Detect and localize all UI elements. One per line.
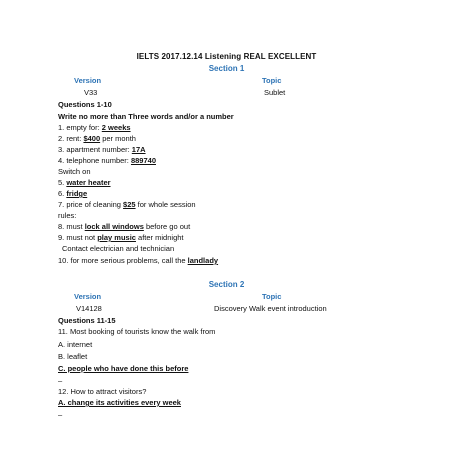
switch-on-label: Switch on bbox=[58, 167, 91, 176]
question-6: 6. fridge bbox=[58, 189, 88, 198]
section-2-version-label: Version bbox=[74, 292, 102, 301]
answer-8: lock all windows bbox=[84, 222, 144, 231]
question-12-option-a: A. change its activities every week bbox=[58, 398, 181, 407]
question-1: 1. empty for: 2 weeks bbox=[58, 123, 131, 132]
section-2-heading: Section 2 bbox=[208, 280, 245, 289]
answer-7: $25 bbox=[123, 200, 136, 209]
section-2-version: V14128 bbox=[76, 304, 102, 313]
question-8: 8. must lock all windows before go out bbox=[58, 222, 191, 231]
section-1-heading: Section 1 bbox=[208, 64, 245, 73]
answer-10: landlady bbox=[187, 256, 219, 265]
question-11-option-a: A. internet bbox=[58, 340, 93, 349]
answer-6: fridge bbox=[66, 189, 88, 198]
questions-11-15-heading: Questions 11-15 bbox=[58, 316, 116, 325]
section-2-topic-label: Topic bbox=[262, 292, 282, 301]
answer-9: play music bbox=[97, 233, 136, 242]
section-1-version: V33 bbox=[84, 88, 98, 97]
question-7: 7. price of cleaning $25 for whole session bbox=[58, 200, 196, 209]
question-2: 2. rent: $400 per month bbox=[58, 134, 136, 143]
question-12: 12. How to attract visitors? bbox=[58, 387, 147, 396]
rules-label: rules: bbox=[58, 211, 77, 220]
answer-3: 17A bbox=[131, 145, 146, 154]
answer-5: water heater bbox=[66, 178, 111, 187]
section-1-version-label: Version bbox=[74, 76, 102, 85]
section-1-topic: Sublet bbox=[264, 88, 286, 97]
answer-4: 889740 bbox=[130, 156, 156, 165]
question-4: 4. telephone number: 889740 bbox=[58, 156, 156, 165]
dash-separator: – bbox=[58, 376, 63, 385]
answer-2: $400 bbox=[83, 134, 101, 143]
question-9: 9. must not play music after midnight bbox=[58, 233, 184, 242]
section-2-topic: Discovery Walk event introduction bbox=[214, 304, 327, 313]
question-11: 11. Most booking of tourists know the walk from bbox=[58, 327, 216, 336]
dash-separator: – bbox=[58, 410, 63, 419]
questions-1-10-heading: Questions 1-10 bbox=[58, 100, 112, 109]
document-title: IELTS 2017.12.14 Listening REAL EXCELLENT bbox=[136, 52, 317, 61]
section-1-topic-label: Topic bbox=[262, 76, 282, 85]
answer-1: 2 weeks bbox=[101, 123, 131, 132]
question-5: 5. water heater bbox=[58, 178, 111, 187]
question-11-option-c: C. people who have done this before bbox=[58, 364, 189, 373]
question-11-option-b: B. leaflet bbox=[58, 352, 88, 361]
question-10: 10. for more serious problems, call the landlady bbox=[58, 256, 219, 265]
instruction: Write no more than Three words and/or a number bbox=[58, 112, 234, 121]
contact-note: Contact electrician and technician bbox=[62, 244, 175, 253]
question-3: 3. apartment number: 17A bbox=[58, 145, 146, 154]
